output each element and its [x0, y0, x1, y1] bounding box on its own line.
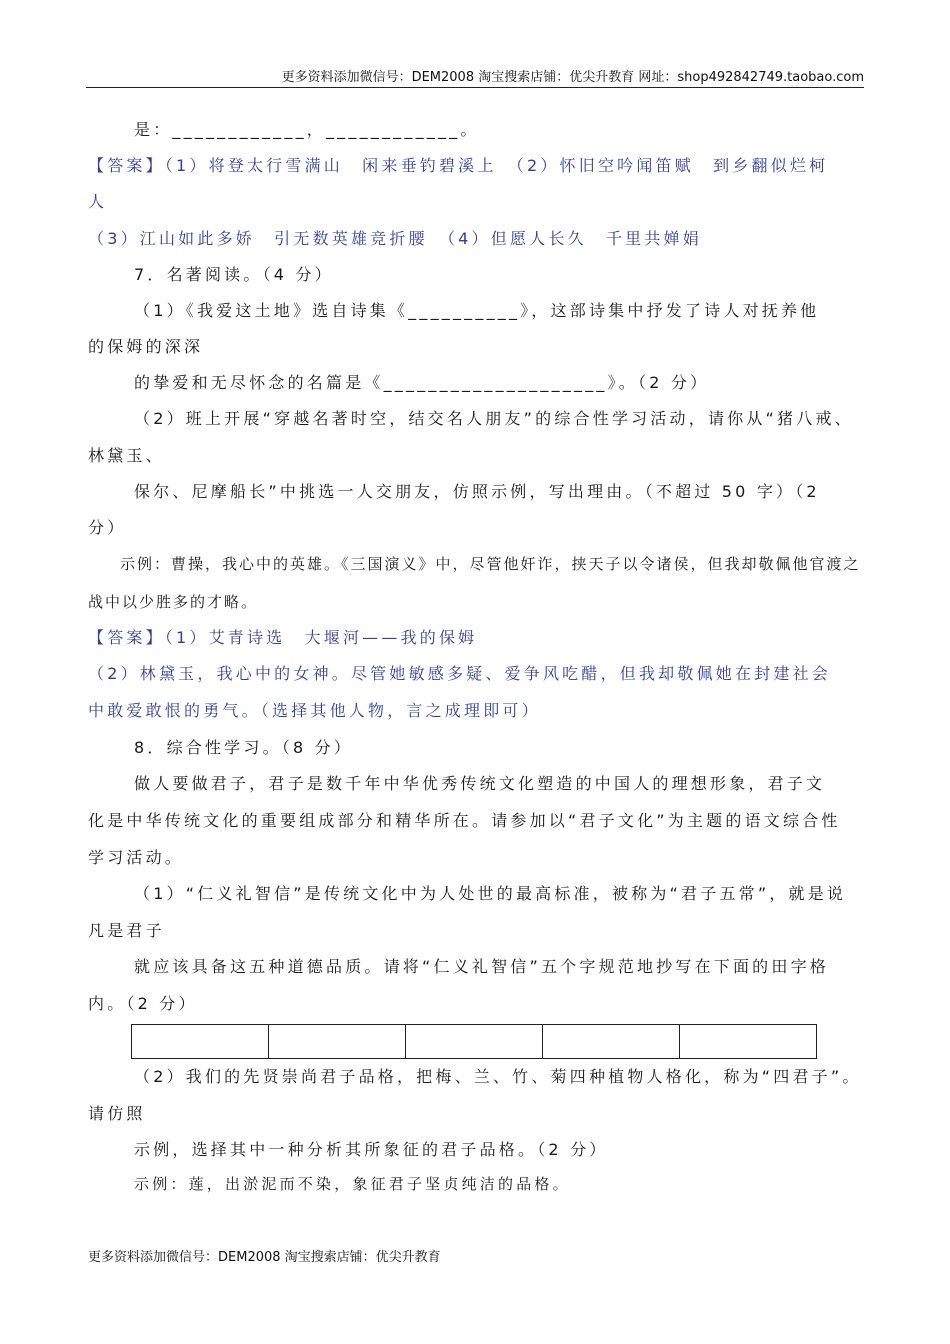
- text-line: 是：____________，____________。: [134, 120, 480, 139]
- text-line: 化是中华传统文化的重要组成部分和精华所在。请参加以“君子文化”为主题的语文综合性: [88, 811, 841, 830]
- answer-line: 中敢爱敢恨的勇气。（选择其他人物，言之成理即可）: [88, 701, 541, 720]
- example-line: 示例：曹操，我心中的英雄。《三国演义》中，尽管他奸诈，挟天子以令诸侯，但我却敬佩他官渡之: [120, 555, 861, 573]
- text-line: 学习活动。: [88, 848, 185, 867]
- text-line: 示例，选择其中一种分析其所象征的君子品格。（2 分）: [134, 1140, 609, 1159]
- answer-line: 人: [88, 192, 108, 211]
- text-line: 保尔、尼摩船长”中挑选一人交朋友，仿照示例，写出理由。（不超过 50 字）（2: [134, 482, 820, 501]
- text-line: （1）“仁义礼智信”是传统文化中为人处世的最高标准，被称为“君子五常”，就是说: [134, 884, 847, 903]
- grid-cell[interactable]: [269, 1025, 406, 1058]
- grid-cell[interactable]: [132, 1025, 269, 1058]
- grid-cell[interactable]: [680, 1025, 816, 1058]
- text-line: 凡是君子: [88, 921, 165, 940]
- text-line: （1）《我爱这土地》选自诗集《__________》，这部诗集中抒发了诗人对抚养他: [134, 301, 820, 320]
- text-line: 林黛玉、: [88, 446, 165, 465]
- example-line: 战中以少胜多的才略。: [88, 593, 259, 611]
- answer-line: 【答案】（1）将登太行雪满山 闲来垂钓碧溪上 （2）怀旧空吟闻笛赋 到乡翻似烂柯: [88, 156, 829, 175]
- answer-line: （2）林黛玉，我心中的女神。尽管她敏感多疑、爱争风吃醋，但我却敬佩她在封建社会: [88, 664, 831, 683]
- text-line: 内。（2 分）: [88, 994, 198, 1013]
- grid-cell[interactable]: [406, 1025, 543, 1058]
- text-line: 请仿照: [88, 1104, 146, 1123]
- text-line: 的保姆的深深: [88, 337, 204, 356]
- question-heading: 7．名著阅读。（4 分）: [134, 265, 334, 284]
- answer-line: 【答案】（1）艾青诗选 大堰河——我的保姆: [88, 628, 478, 647]
- answer-line: （3）江山如此多娇 引无数英雄竞折腰 （4）但愿人长久 千里共婵娟: [88, 229, 702, 248]
- page-footer: 更多资料添加微信号：DEM2008 淘宝搜索店铺：优尖升教育: [88, 1250, 441, 1265]
- question-heading: 8．综合性学习。（8 分）: [134, 738, 354, 757]
- header-divider: [86, 87, 864, 88]
- text-line: 分）: [88, 518, 127, 537]
- text-line: 做人要做君子，君子是数千年中华优秀传统文化塑造的中国人的理想形象，君子文: [134, 774, 826, 793]
- grid-cell[interactable]: [543, 1025, 680, 1058]
- text-line: 的挚爱和无尽怀念的名篇是《____________________》。（2 分）: [134, 373, 710, 392]
- writing-grid[interactable]: [131, 1024, 817, 1059]
- page-header: 更多资料添加微信号：DEM2008 淘宝搜索店铺：优尖升教育 网址：shop492842749.taobao.com: [281, 70, 864, 85]
- text-line: （2）班上开展“穿越名著时空，结交名人朋友”的综合性学习活动，请你从“猪八戒、: [134, 409, 854, 428]
- text-line: 就应该具备这五种道德品质。请将“仁义礼智信”五个字规范地抄写在下面的田字格: [134, 957, 829, 976]
- example-line: 示例：莲，出淤泥而不染，象征君子坚贞纯洁的品格。: [134, 1175, 571, 1193]
- text-line: （2）我们的先贤崇尚君子品格，把梅、兰、竹、菊四种植物人格化，称为“四君子”。: [134, 1067, 862, 1086]
